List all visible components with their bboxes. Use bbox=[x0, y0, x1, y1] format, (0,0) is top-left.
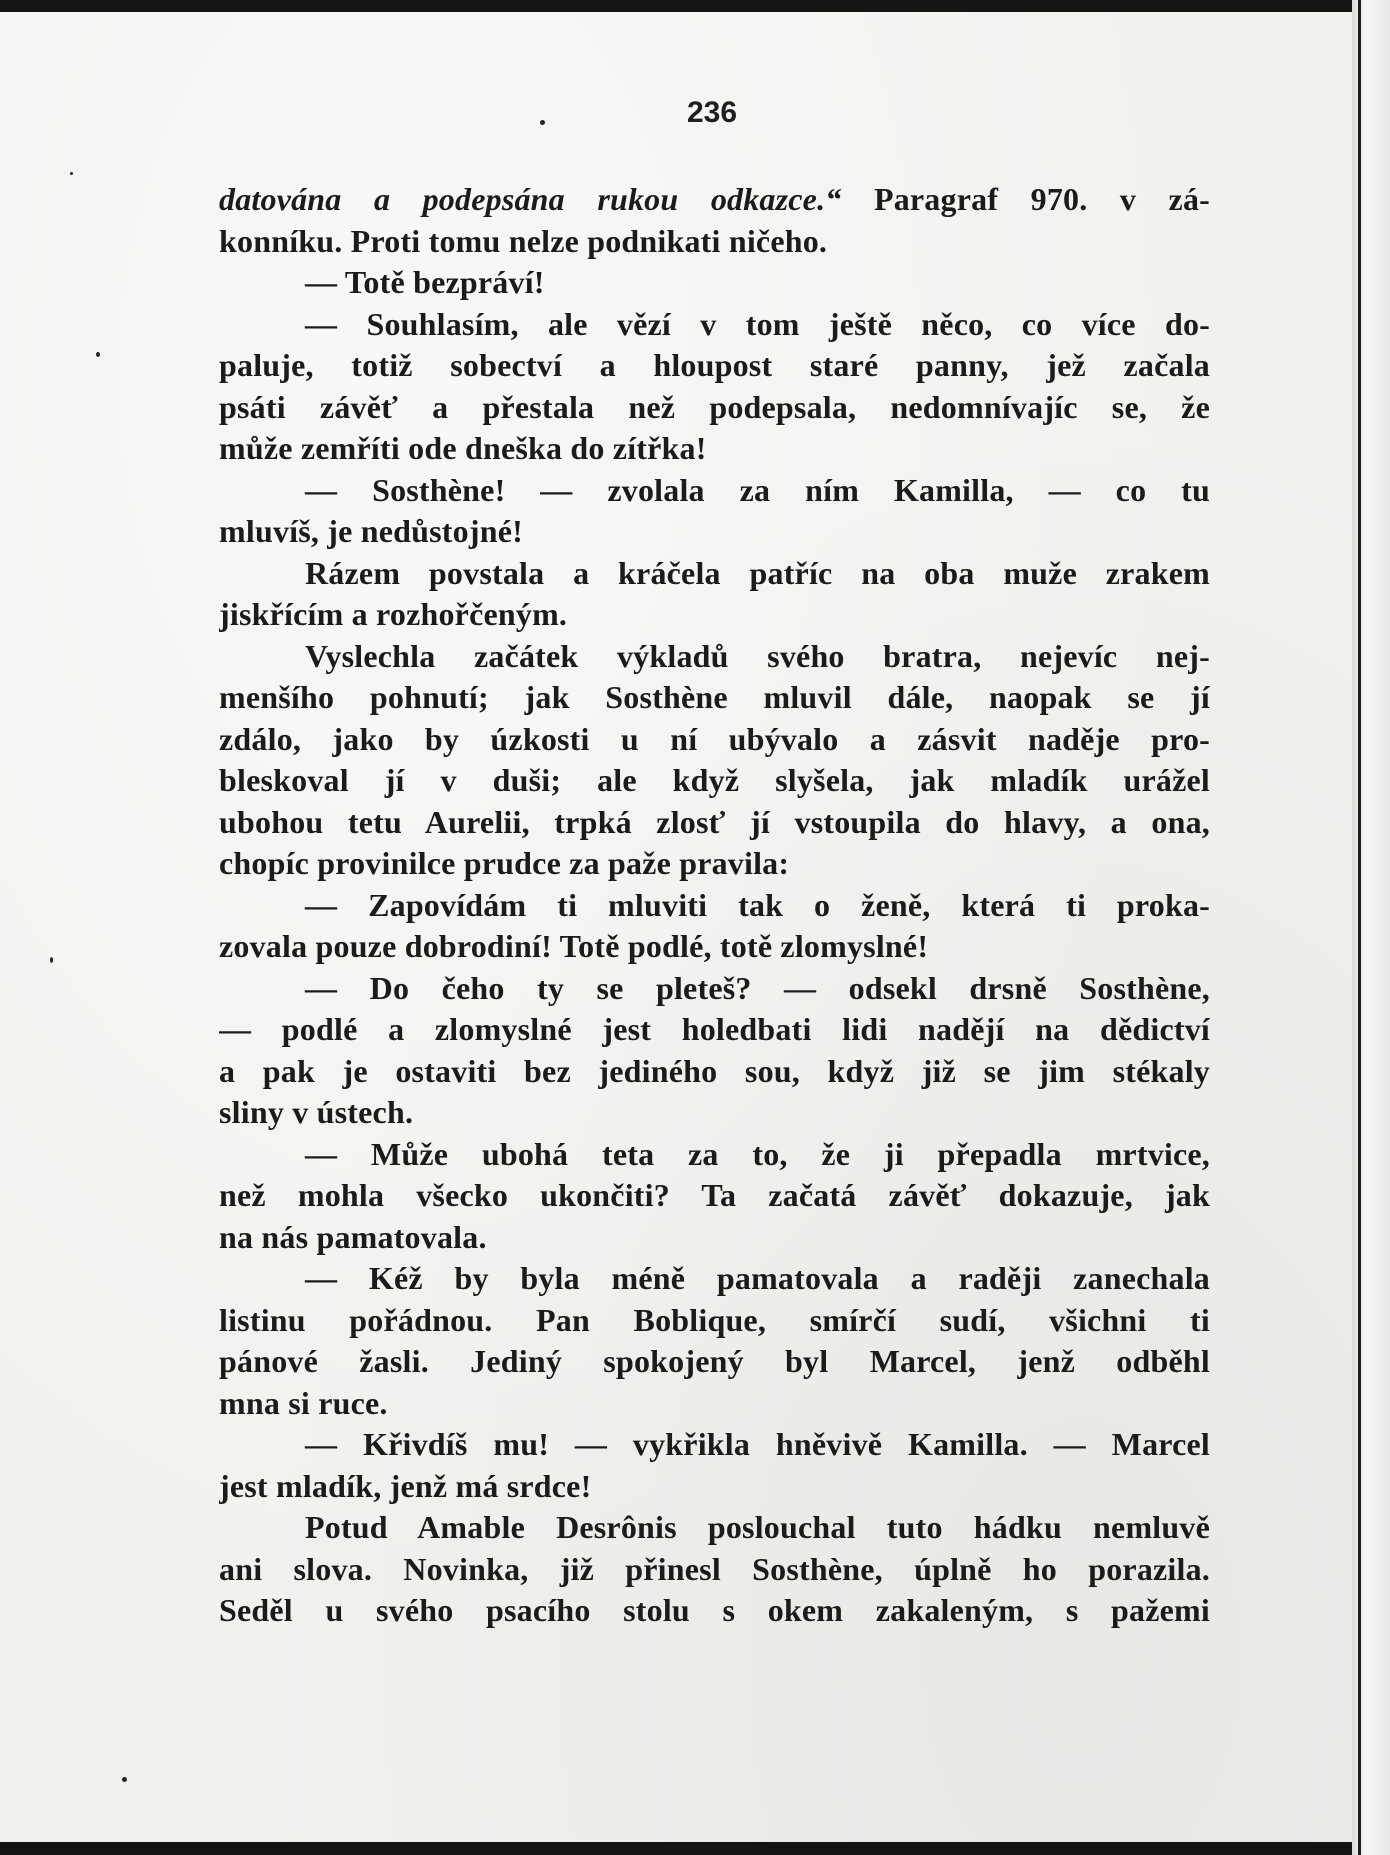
text-line bbox=[219, 179, 1210, 221]
text-line: může zemříti ode dneška do zítřka! bbox=[219, 430, 707, 466]
text-line: — Kéž by byla méně pamatovala a raději zanechala bbox=[305, 1260, 1210, 1296]
text-line: mluvíš, je nedůstojné! bbox=[219, 513, 523, 549]
text-line: — Sosthène! — zvolala za ním Kamilla, — co tu bbox=[305, 471, 1210, 508]
text-line: — Totě bezpráví! bbox=[305, 264, 545, 300]
text-line: Seděl u svého psacího stolu s okem zakaleným, s pažemi bbox=[219, 1592, 1210, 1628]
text-line: jiskřícím a rozhořčeným. bbox=[219, 596, 568, 632]
text-line: paluje, totiž sobectví a hloupost staré panny, jež začala bbox=[219, 347, 1210, 383]
text-line: — Křivdíš mu! — vykřikla hněvivě Kamilla. — Marcel bbox=[305, 1426, 1210, 1462]
text-line: chopíc provinilce prudce za paže pravila: bbox=[219, 845, 790, 881]
binding-shadow bbox=[1358, 0, 1361, 1855]
text-line: mna si ruce. bbox=[219, 1384, 388, 1421]
text-line: jest mladík, jenž má srdce! bbox=[219, 1467, 592, 1504]
text-line: — Souhlasím, ale vězí v tom ještě něco, co více do- bbox=[305, 305, 1210, 342]
text-line: Potud Amable Desrônis poslouchal tuto hádku nemluvě bbox=[305, 1509, 1210, 1545]
text-line-rest: Paragraf 970. v zá- bbox=[841, 181, 1210, 217]
text-line: než mohla všecko ukončiti? Ta začatá závěť dokazuje, jak bbox=[219, 1177, 1210, 1213]
text-line: ubohou tetu Aurelii, trpká zlosť jí vstoupila do hlavy, a ona, bbox=[219, 803, 1210, 840]
text-line-italic: datována a podepsána rukou odkazce.“ bbox=[219, 181, 842, 217]
text-line: — Zapovídám ti mluviti tak o ženě, která ti proka- bbox=[305, 886, 1210, 923]
text-line: — Do čeho ty se pleteš? — odsekl drsně Sosthène, bbox=[305, 969, 1210, 1006]
text-line: pánové žasli. Jediný spokojený byl Marcel, jenž odběhl bbox=[219, 1343, 1210, 1379]
text-line: — Může ubohá teta za to, že ji přepadla mrtvice, bbox=[305, 1135, 1210, 1172]
text-line: sliny v ústech. bbox=[219, 1094, 414, 1130]
body-text bbox=[219, 179, 1210, 1632]
text-line: konníku. Proti tomu nelze podnikati ničeho. bbox=[219, 222, 828, 259]
text-line: ani slova. Novinka, již přinesl Sosthène, úplně ho porazila. bbox=[219, 1550, 1210, 1587]
page-number: 236 bbox=[686, 96, 738, 129]
text-line: listinu pořádnou. Pan Boblique, smírčí sudí, všichni ti bbox=[219, 1301, 1210, 1338]
text-line: menšího pohnutí; jak Sosthène mluvil dále, naopak se jí bbox=[219, 679, 1210, 715]
text-line: — podlé a zlomyslné jest holedbati lidi nadějí na dědictví bbox=[219, 1011, 1210, 1047]
text-line: Rázem povstala a kráčela patříc na oba muže zrakem bbox=[305, 554, 1210, 591]
text-line: zdálo, jako by úzkosti u ní ubývalo a zásvit naděje pro- bbox=[219, 720, 1210, 757]
text-line: bleskoval jí v duši; ale když slyšela, jak mladík urážel bbox=[219, 762, 1210, 798]
text-line: a pak je ostaviti bez jediného sou, když již se jim stékaly bbox=[219, 1052, 1210, 1089]
text-line: na nás pamatovala. bbox=[219, 1218, 487, 1255]
page-edge bbox=[1352, 0, 1390, 1855]
text-line: Vyslechla začátek výkladů svého bratra, nejevíc nej- bbox=[305, 637, 1210, 674]
text-line: psáti závěť a přestala než podepsala, nedomnívajíc se, že bbox=[219, 388, 1210, 425]
text-line: zovala pouze dobrodiní! Totě podlé, totě zlomyslné! bbox=[219, 928, 929, 964]
